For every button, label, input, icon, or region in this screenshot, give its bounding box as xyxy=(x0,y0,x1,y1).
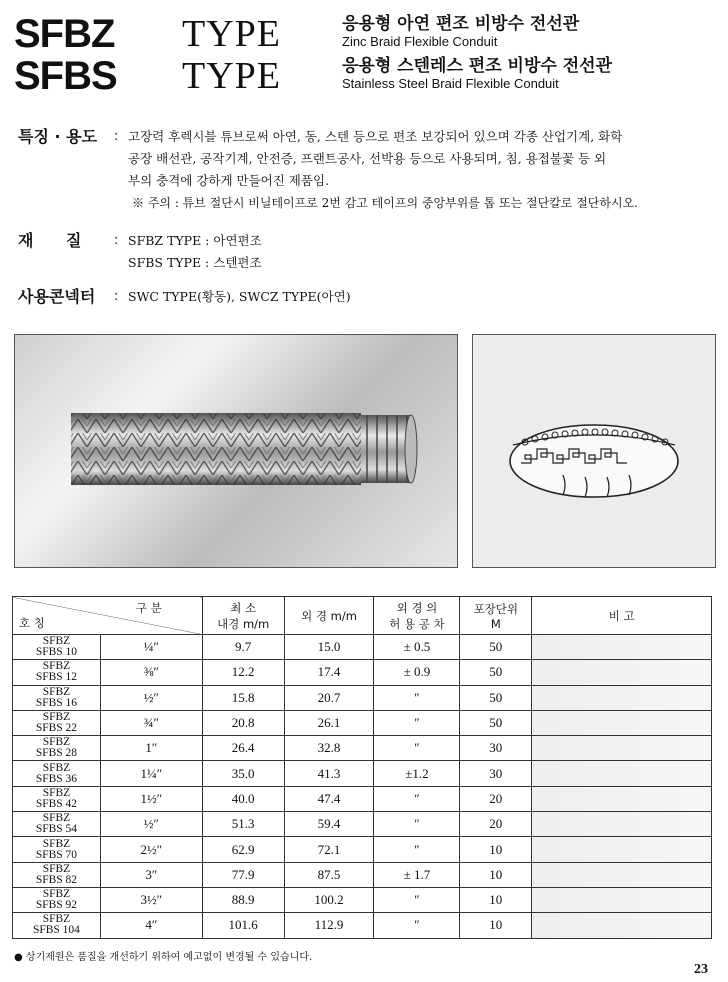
header-row-sfbs xyxy=(14,56,612,96)
product-name-ko: 응용형 스텐레스 편조 비방수 전선관 xyxy=(342,56,613,76)
name-line1: SFBZ xyxy=(42,761,71,774)
name-line2: SFBS 42 xyxy=(35,797,78,810)
type-code: SFBS xyxy=(14,54,117,98)
table-row xyxy=(13,887,712,912)
inner-diameter-cell: 26.4 xyxy=(202,736,284,761)
inner-diameter-cell: 12.2 xyxy=(202,660,284,685)
product-name-en: Stainless Steel Braid Flexible Conduit xyxy=(342,76,559,91)
features-label: 특징 · 용도 xyxy=(18,127,98,146)
material-label-a: 재 xyxy=(18,231,34,250)
cross-section-diagram xyxy=(472,334,716,568)
product-name-en: Zinc Braid Flexible Conduit xyxy=(342,34,498,49)
material-section xyxy=(18,230,262,274)
conduit-photo xyxy=(14,334,458,568)
product-names xyxy=(342,14,579,50)
tolerance-cell: ″ xyxy=(374,913,460,938)
pack-unit-cell: 10 xyxy=(460,862,532,887)
caution-note: ※ 주의 : 튜브 절단시 비닐테이프로 2번 감고 테이프의 중앙부위를 톱 또는 절단칼로 절단하시오. xyxy=(132,196,638,210)
product-names xyxy=(342,56,612,92)
pack-unit-cell: 50 xyxy=(460,685,532,710)
name-line2: SFBS 104 xyxy=(32,924,80,937)
header-pack-line1: 포장단위 xyxy=(473,601,519,616)
table-row xyxy=(13,660,712,685)
name-line2: SFBS 16 xyxy=(35,696,78,709)
name-line2: SFBS 82 xyxy=(35,873,78,886)
size-cell: ½″ xyxy=(100,685,202,710)
remark-cell xyxy=(532,736,712,761)
name-cell xyxy=(13,635,101,660)
outer-diameter-cell: 20.7 xyxy=(284,685,374,710)
remark-cell xyxy=(532,862,712,887)
outer-diameter-cell: 15.0 xyxy=(284,635,374,660)
outer-diameter-cell: 41.3 xyxy=(284,761,374,786)
outer-diameter-cell: 72.1 xyxy=(284,837,374,862)
name-cell xyxy=(13,736,101,761)
remark-cell xyxy=(532,812,712,837)
table-row xyxy=(13,862,712,887)
inner-diameter-cell: 15.8 xyxy=(202,685,284,710)
outer-diameter-cell: 32.8 xyxy=(284,736,374,761)
name-line1: SFBZ xyxy=(42,862,71,875)
type-code: SFBZ xyxy=(14,12,115,56)
connector-text: SWC TYPE(황동), SWCZ TYPE(아연) xyxy=(128,289,351,304)
inner-diameter-cell: 40.0 xyxy=(202,786,284,811)
pack-unit-cell: 50 xyxy=(460,660,532,685)
tolerance-cell: ″ xyxy=(374,685,460,710)
remark-cell xyxy=(532,837,712,862)
name-line1: SFBZ xyxy=(42,913,71,926)
product-name-ko: 응용형 아연 편조 비방수 전선관 xyxy=(342,14,580,34)
name-cell xyxy=(13,837,101,862)
size-cell: 4″ xyxy=(100,913,202,938)
size-cell: 1½″ xyxy=(100,786,202,811)
size-cell: ¼″ xyxy=(100,635,202,660)
header-hoching: 호 칭 xyxy=(19,616,45,630)
table-row xyxy=(13,837,712,862)
header-min-inner xyxy=(202,597,284,635)
tolerance-cell: ″ xyxy=(374,837,460,862)
inner-diameter-cell: 35.0 xyxy=(202,761,284,786)
type-word: TYPE xyxy=(182,13,281,55)
remark-cell xyxy=(532,913,712,938)
name-line2: SFBS 10 xyxy=(35,646,78,659)
name-cell xyxy=(13,660,101,685)
pack-unit-cell: 20 xyxy=(460,812,532,837)
name-line1: SFBZ xyxy=(42,837,71,850)
name-cell xyxy=(13,812,101,837)
type-word: TYPE xyxy=(182,55,281,97)
name-cell xyxy=(13,685,101,710)
name-line1: SFBZ xyxy=(42,888,71,901)
name-line2: SFBS 36 xyxy=(35,772,78,785)
header-tol-line2: 허 용 공 차 xyxy=(389,616,445,631)
header-min-line2: 내경 m/m xyxy=(217,616,270,631)
separator: : xyxy=(114,233,119,248)
pack-unit-cell: 30 xyxy=(460,736,532,761)
material-label-b: 질 xyxy=(66,231,82,250)
size-cell: 3½″ xyxy=(100,887,202,912)
remark-cell xyxy=(532,660,712,685)
name-cell xyxy=(13,862,101,887)
size-cell: ½″ xyxy=(100,812,202,837)
tolerance-cell: ± 0.5 xyxy=(374,635,460,660)
table-row xyxy=(13,710,712,735)
table-row xyxy=(13,635,712,660)
separator: : xyxy=(114,129,119,144)
outer-diameter-cell: 47.4 xyxy=(284,786,374,811)
inner-diameter-cell: 88.9 xyxy=(202,887,284,912)
footnote: ● 상기제원은 품질을 개선하기 위하여 예고없이 변경될 수 있습니다. xyxy=(14,952,313,963)
table-row xyxy=(13,786,712,811)
name-line2: SFBS 22 xyxy=(35,722,78,735)
table-row xyxy=(13,761,712,786)
braid-section-drawing xyxy=(473,335,715,567)
spec-table xyxy=(12,596,712,939)
outer-diameter-cell: 17.4 xyxy=(284,660,374,685)
tolerance-cell: ″ xyxy=(374,786,460,811)
pack-unit-cell: 20 xyxy=(460,786,532,811)
table-row xyxy=(13,812,712,837)
pack-unit-cell: 10 xyxy=(460,913,532,938)
table-header-row xyxy=(13,597,712,635)
name-line1: SFBZ xyxy=(42,685,71,698)
tolerance-cell: ″ xyxy=(374,710,460,735)
pack-unit-cell: 50 xyxy=(460,710,532,735)
pack-unit-cell: 10 xyxy=(460,887,532,912)
header-pack-line2: M xyxy=(490,616,501,631)
features-line: 부의 충격에 강하게 만들어진 제품임. xyxy=(128,173,329,188)
name-line1: SFBZ xyxy=(42,635,71,648)
name-line2: SFBS 92 xyxy=(35,899,78,912)
connector-section xyxy=(18,286,351,308)
size-cell: ¾″ xyxy=(100,710,202,735)
pack-unit-cell: 30 xyxy=(460,761,532,786)
remark-cell xyxy=(532,761,712,786)
name-line1: SFBZ xyxy=(42,736,71,749)
page-number: 23 xyxy=(694,962,708,977)
header-gubun: 구 분 xyxy=(135,601,162,615)
header-outer: 외 경 m/m xyxy=(284,597,374,635)
material-line: SFBZ TYPE : 아연편조 xyxy=(128,233,262,248)
name-cell xyxy=(13,913,101,938)
size-cell: 1¼″ xyxy=(100,761,202,786)
header-row-sfbz xyxy=(14,14,579,54)
remark-cell xyxy=(532,685,712,710)
features-line: 공장 배선관, 공작기계, 안전증, 프랜트공사, 선박용 등으로 사용되며, 침, 용접불꽃 등 외 xyxy=(128,151,607,166)
remark-cell xyxy=(532,710,712,735)
remark-cell xyxy=(532,786,712,811)
table-row xyxy=(13,913,712,938)
inner-diameter-cell: 51.3 xyxy=(202,812,284,837)
name-line1: SFBZ xyxy=(42,711,71,724)
size-cell: 2½″ xyxy=(100,837,202,862)
name-line1: SFBZ xyxy=(42,660,71,673)
header-pack xyxy=(460,597,532,635)
header-tolerance xyxy=(374,597,460,635)
table-row xyxy=(13,736,712,761)
separator: : xyxy=(114,289,119,304)
size-cell: 3″ xyxy=(100,862,202,887)
inner-diameter-cell: 20.8 xyxy=(202,710,284,735)
name-line2: SFBS 54 xyxy=(35,823,78,836)
tolerance-cell: ± 1.7 xyxy=(374,862,460,887)
outer-diameter-cell: 59.4 xyxy=(284,812,374,837)
tolerance-cell: ±1.2 xyxy=(374,761,460,786)
name-line1: SFBZ xyxy=(42,786,71,799)
inner-diameter-cell: 101.6 xyxy=(202,913,284,938)
table-row xyxy=(13,685,712,710)
header-remark: 비 고 xyxy=(532,597,712,635)
inner-diameter-cell: 77.9 xyxy=(202,862,284,887)
header-tol-line1: 외 경 의 xyxy=(396,600,438,615)
name-cell xyxy=(13,786,101,811)
outer-diameter-cell: 112.9 xyxy=(284,913,374,938)
name-line1: SFBZ xyxy=(42,812,71,825)
pack-unit-cell: 10 xyxy=(460,837,532,862)
inner-diameter-cell: 62.9 xyxy=(202,837,284,862)
features-section xyxy=(18,126,638,214)
tolerance-cell: ″ xyxy=(374,736,460,761)
tolerance-cell: ″ xyxy=(374,887,460,912)
size-cell: 1″ xyxy=(100,736,202,761)
connector-label: 사용콘넥터 xyxy=(18,287,96,306)
features-line: 고장력 후렉시블 튜브로써 아연, 동, 스텐 등으로 편조 보강되어 있으며 각종 산업기계, 화학 xyxy=(128,129,623,144)
braided-conduit-image xyxy=(15,335,457,567)
tolerance-cell: ± 0.9 xyxy=(374,660,460,685)
name-cell xyxy=(13,761,101,786)
outer-diameter-cell: 87.5 xyxy=(284,862,374,887)
name-cell xyxy=(13,887,101,912)
tolerance-cell: ″ xyxy=(374,812,460,837)
header-min-line1: 최 소 xyxy=(230,600,257,615)
name-line2: SFBS 12 xyxy=(35,671,78,684)
outer-diameter-cell: 26.1 xyxy=(284,710,374,735)
header-diagonal-cell xyxy=(13,597,203,635)
size-cell: ⅜″ xyxy=(100,660,202,685)
remark-cell xyxy=(532,887,712,912)
material-line: SFBS TYPE : 스텐편조 xyxy=(128,255,262,270)
inner-diameter-cell: 9.7 xyxy=(202,635,284,660)
pack-unit-cell: 50 xyxy=(460,635,532,660)
name-line2: SFBS 70 xyxy=(35,848,78,861)
remark-cell xyxy=(532,635,712,660)
outer-diameter-cell: 100.2 xyxy=(284,887,374,912)
name-line2: SFBS 28 xyxy=(35,747,78,760)
name-cell xyxy=(13,710,101,735)
